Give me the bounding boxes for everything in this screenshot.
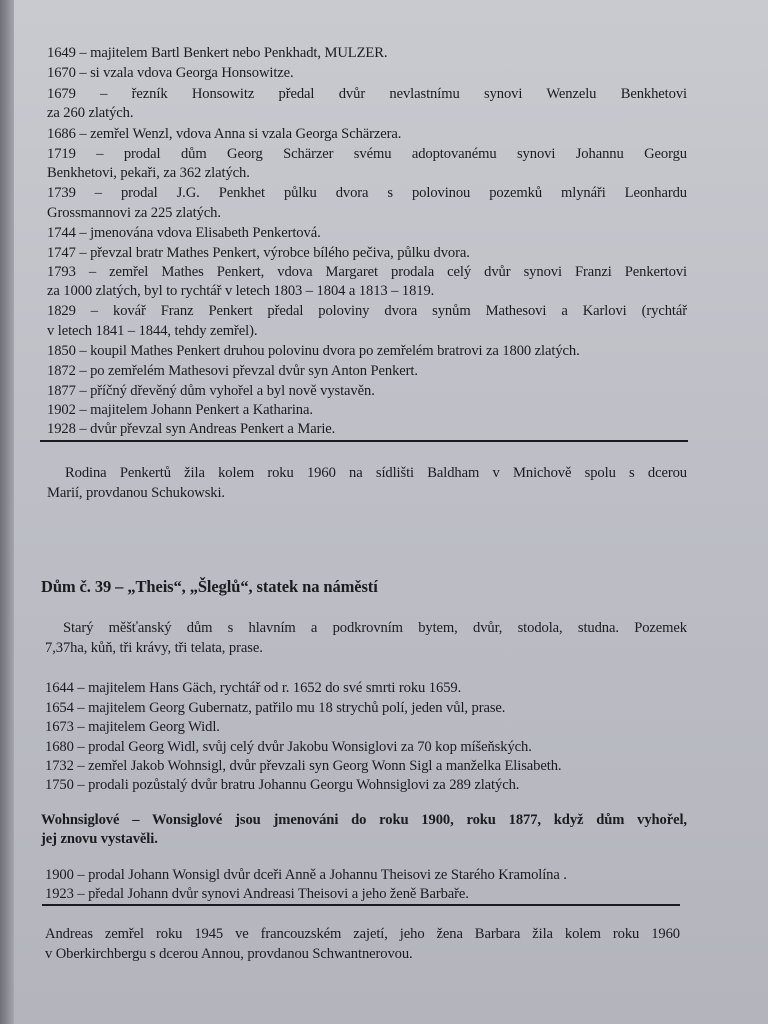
section-heading: Dům č. 39 – „Theis“, „Šleglů“, statek na náměstí bbox=[41, 577, 378, 596]
list-item-continuation: Grossmannovi za 225 zlatých. bbox=[47, 205, 221, 221]
list-item-continuation: za 260 zlatých. bbox=[47, 105, 134, 121]
list-item: 1872 – po zemřelém Mathesovi převzal dvůr syn Anton Penkert. bbox=[47, 363, 418, 379]
paragraph-line: 7,37ha, kůň, tři krávy, tři telata, prase. bbox=[45, 640, 263, 656]
paragraph-line: Rodina Penkertů žila kolem roku 1960 na sídlišti Baldham v Mnichově spolu s dcerou bbox=[65, 465, 687, 481]
list-item: 1649 – majitelem Bartl Benkert nebo Penkhadt, MULZER. bbox=[47, 45, 388, 61]
list-item: 1850 – koupil Mathes Penkert druhou polovinu dvora po zemřelém bratrovi za 1800 zlatých. bbox=[47, 343, 580, 359]
paragraph-line: Starý měšťanský dům s hlavním a podkrovním bytem, dvůr, stodola, studna. Pozemek bbox=[63, 620, 687, 636]
list-item-continuation: v letech 1841 – 1844, tehdy zemřel). bbox=[47, 323, 258, 339]
list-item: 1928 – dvůr převzal syn Andreas Penkert a Marie. bbox=[47, 421, 336, 437]
list-item: 1923 – předal Johann dvůr synovi Andreasi Theisovi a jeho ženě Barbaře. bbox=[45, 886, 469, 902]
list-item: 1744 – jmenována vdova Elisabeth Penkertová. bbox=[47, 225, 321, 241]
list-item: 1900 – prodal Johann Wonsigl dvůr dceři Anně a Johannu Theisovi ze Starého Kramolína . bbox=[45, 867, 567, 883]
list-item: 1902 – majitelem Johann Penkert a Katharina. bbox=[47, 402, 313, 418]
list-item: 1673 – majitelem Georg Widl. bbox=[45, 719, 220, 735]
list-item: 1680 – prodal Georg Widl, svůj celý dvůr Jakobu Wonsiglovi za 70 kop míšeňských. bbox=[45, 739, 532, 755]
bold-note-line: Wohnsiglové – Wonsiglové jsou jmenováni do roku 1900, roku 1877, když dům vyhořel, bbox=[41, 812, 687, 828]
list-item: 1739 – prodal J.G. Penkhet půlku dvora s polovinou pozemků mlynáři Leonhardu bbox=[47, 185, 687, 201]
list-item: 1644 – majitelem Hans Gäch, rychtář od r. 1652 do své smrti roku 1659. bbox=[45, 680, 462, 696]
list-item-continuation: Benkhetovi, pekaři, za 362 zlatých. bbox=[47, 165, 250, 181]
list-item: 1793 – zemřel Mathes Penkert, vdova Margaret prodala celý dvůr synovi Franzi Penkertovi bbox=[47, 264, 687, 280]
list-item: 1829 – kovář Franz Penkert předal poloviny dvora synům Mathesovi a Karlovi (rychtář bbox=[47, 303, 687, 319]
list-item: 1747 – převzal bratr Mathes Penkert, výrobce bílého pečiva, půlku dvora. bbox=[47, 245, 470, 261]
list-item: 1750 – prodali pozůstalý dvůr bratru Johannu Georgu Wohnsiglovi za 289 zlatých. bbox=[45, 777, 520, 793]
list-item-continuation: za 1000 zlatých, byl to rychtář v letech 1803 – 1804 a 1813 – 1819. bbox=[47, 283, 435, 299]
section-divider bbox=[42, 904, 680, 906]
paragraph-line: Marií, provdanou Schukowski. bbox=[47, 485, 225, 501]
list-item: 1686 – zemřel Wenzl, vdova Anna si vzala Georga Schärzera. bbox=[47, 126, 402, 142]
list-item: 1679 – řezník Honsowitz předal dvůr nevlastnímu synovi Wenzelu Benkhetovi bbox=[47, 86, 687, 102]
list-item: 1654 – majitelem Georg Gubernatz, patřilo mu 18 strychů polí, jeden vůl, prase. bbox=[45, 700, 506, 716]
list-item: 1877 – příčný dřevěný dům vyhořel a byl nově vystavěn. bbox=[47, 383, 375, 399]
list-item: 1719 – prodal dům Georg Schärzer svému adoptovanému synovi Johannu Georgu bbox=[47, 146, 687, 162]
paragraph-line: Andreas zemřel roku 1945 ve francouzském zajetí, jeho žena Barbara žila kolem roku 1960 bbox=[45, 926, 680, 942]
list-item: 1670 – si vzala vdova Georga Honsowitze. bbox=[47, 65, 294, 81]
paragraph-line: v Oberkirchbergu s dcerou Annou, provdanou Schwantnerovou. bbox=[45, 946, 413, 962]
list-item: 1732 – zemřel Jakob Wohnsigl, dvůr převzali syn Georg Wonn Sigl a manželka Elisabeth. bbox=[45, 758, 562, 774]
section-divider bbox=[40, 440, 688, 442]
bold-note-line: jej znovu vystavěli. bbox=[41, 831, 158, 847]
